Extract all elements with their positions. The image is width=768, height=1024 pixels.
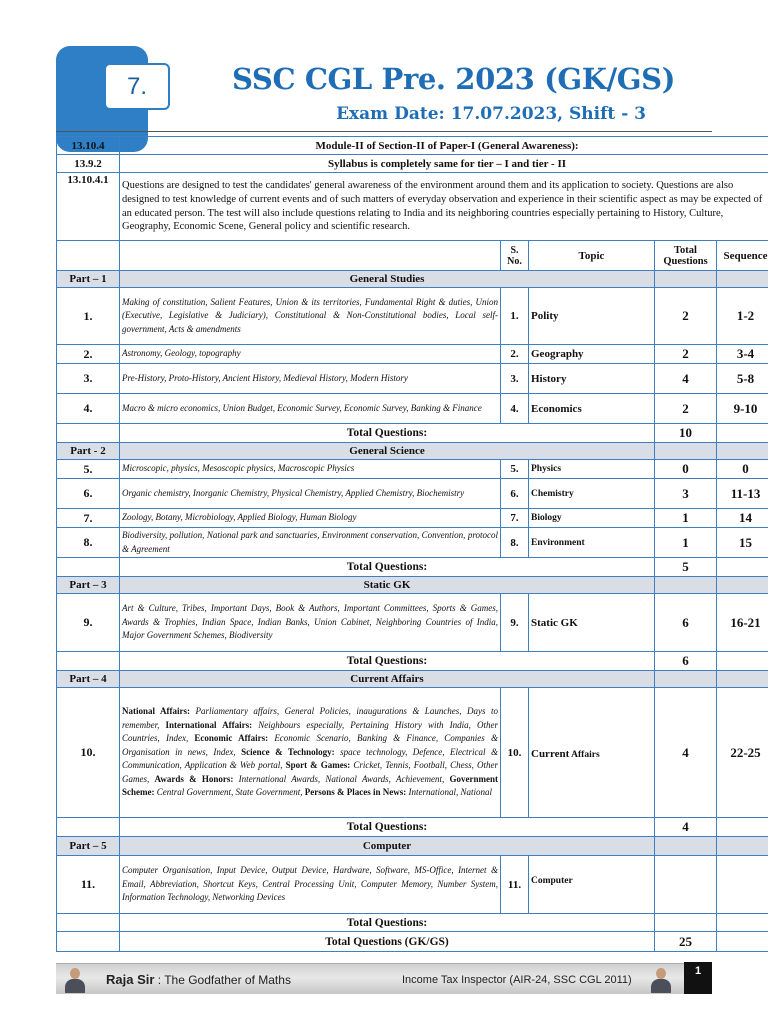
- footer-author: [106, 972, 291, 987]
- topic-name: Computer: [529, 856, 655, 914]
- syllabus-table: [56, 136, 768, 952]
- page-title: SSC CGL Pre. 2023 (GK/GS): [232, 62, 676, 96]
- blank-cell: [717, 443, 768, 460]
- author-name: Raja Sir: [106, 972, 155, 987]
- blank-cell: [655, 671, 717, 688]
- affairs-text: International, National: [406, 787, 492, 798]
- topic-description: Zoology, Botany, Microbiology, Applied Biology, Human Biology: [120, 509, 501, 528]
- table-row: [57, 394, 768, 424]
- part-total: 5: [655, 558, 717, 577]
- blank-cell: [57, 424, 120, 443]
- blank-cell: [120, 241, 501, 271]
- part-title: General Science: [120, 443, 655, 460]
- part-title: Computer: [120, 837, 655, 856]
- part-label: Part – 5: [57, 837, 120, 856]
- topic-sno: 3.: [501, 364, 529, 394]
- exam-date: Exam Date: 17.07.2023, Shift - 3: [336, 104, 646, 124]
- row-number: 2.: [57, 345, 120, 364]
- question-count: 4: [655, 364, 717, 394]
- part-total: 6: [655, 652, 717, 671]
- total-row: [57, 424, 768, 443]
- total-label: Total Questions:: [120, 818, 655, 837]
- chapter-number: 7.: [104, 63, 170, 110]
- part-label: Part – 1: [57, 271, 120, 288]
- blank-cell: [717, 837, 768, 856]
- part-total: 10: [655, 424, 717, 443]
- blank-cell: [717, 914, 768, 932]
- part-title: General Studies: [120, 271, 655, 288]
- grand-total-value: 25: [655, 932, 717, 952]
- syllabus-row: [57, 137, 768, 155]
- topic-name: Physics: [529, 460, 655, 479]
- affairs-text: Economic Scenario, Banking & Finance, Companies & Organisation in news, Index,: [122, 733, 498, 757]
- syllabus-code: 13.10.4: [57, 137, 120, 155]
- part-title: Current Affairs: [120, 671, 655, 688]
- affairs-text: International Awards, National Awards, Achievement,: [233, 773, 450, 784]
- table-row: [57, 364, 768, 394]
- blank-cell: [57, 241, 120, 271]
- footer-credential: Income Tax Inspector (AIR-24, SSC CGL 2011): [402, 974, 632, 986]
- table-row: [57, 856, 768, 914]
- author-tagline: : The Godfather of Maths: [154, 973, 291, 987]
- author-photo-icon: [648, 965, 674, 993]
- table-row: [57, 528, 768, 558]
- question-count: 2: [655, 288, 717, 345]
- part-total: [655, 914, 717, 932]
- topic-name: Environment: [529, 528, 655, 558]
- topic-sno: 10.: [501, 688, 529, 818]
- affairs-text: Neighbours especially, Pertaining History with India, Other Countries, Index,: [122, 719, 499, 744]
- topic-description: Computer Organisation, Input Device, Output Device, Hardware, Software, MS-Office, Internet & Email, Abbreviation, Shortcut Keys, Central Processing Unit, Computer Memory, Number System, Information Technology, Networking Devices: [120, 856, 501, 914]
- affairs-heading: Government Scheme:: [122, 773, 499, 798]
- question-sequence: 16-21: [717, 594, 768, 652]
- blank-cell: [57, 652, 120, 671]
- syllabus-code: 13.9.2: [57, 155, 120, 173]
- part-header-row: [57, 837, 768, 856]
- part-header-row: [57, 577, 768, 594]
- affairs-text: space technology, Defence, Electrical & Communication, Application & Web portal,: [122, 746, 498, 771]
- topic-description: Art & Culture, Tribes, Important Days, Book & Authors, Important Committees, Sports & Games, Awards & Trophies, Indian Space, Indian Banks, Union Cabinet, Neighboring Countries of India, Major Government Schemes, Biodiversity: [120, 594, 501, 652]
- table-row: [57, 288, 768, 345]
- total-label: Total Questions:: [120, 424, 655, 443]
- topic-sno: 7.: [501, 509, 529, 528]
- blank-cell: [655, 577, 717, 594]
- topic-sno: 6.: [501, 479, 529, 509]
- question-count: 1: [655, 528, 717, 558]
- topic-description: Making of constitution, Salient Features, Union & its territories, Fundamental Right & duties, Union (Executive, Legislative & Judiciary), Constitutional & Non-Constitutional bodies, Local self-government, Acts & amendments: [120, 288, 501, 345]
- row-number: 5.: [57, 460, 120, 479]
- question-count: [655, 856, 717, 914]
- blank-cell: [655, 443, 717, 460]
- row-number: 10.: [57, 688, 120, 818]
- blank-cell: [655, 271, 717, 288]
- part-label: Part - 2: [57, 443, 120, 460]
- blank-cell: [717, 271, 768, 288]
- total-row: [57, 914, 768, 932]
- question-sequence: 3-4: [717, 345, 768, 364]
- syllabus-heading: Syllabus is completely same for tier – I and tier - II: [120, 155, 768, 173]
- col-header-sno: S. No.: [501, 241, 529, 271]
- syllabus-row: [57, 173, 768, 241]
- table-row: [57, 345, 768, 364]
- topic-description: Organic chemistry, Inorganic Chemistry, Physical Chemistry, Applied Chemistry, Biochemistry: [120, 479, 501, 509]
- part-header-row: [57, 271, 768, 288]
- total-label: Total Questions:: [120, 652, 655, 671]
- question-count: 2: [655, 394, 717, 424]
- topic-sno: 9.: [501, 594, 529, 652]
- topic-name: Chemistry: [529, 479, 655, 509]
- blank-cell: [717, 424, 768, 443]
- total-row: [57, 818, 768, 837]
- total-label: Total Questions:: [120, 558, 655, 577]
- blank-cell: [57, 818, 120, 837]
- blank-cell: [57, 914, 120, 932]
- total-row: [57, 652, 768, 671]
- topic-name: History: [529, 364, 655, 394]
- topic-sno: 4.: [501, 394, 529, 424]
- topic-sno: 5.: [501, 460, 529, 479]
- part-header-row: [57, 671, 768, 688]
- question-sequence: 0: [717, 460, 768, 479]
- affairs-heading: National Affairs:: [122, 706, 190, 717]
- question-count: 2: [655, 345, 717, 364]
- affairs-heading: Awards & Honors:: [154, 773, 234, 784]
- affairs-text: Parliamentary affairs, General Policies, inaugurations & Launches, Days to remember,: [122, 706, 499, 730]
- row-number: 7.: [57, 509, 120, 528]
- part-header-row: [57, 443, 768, 460]
- affairs-heading: Science & Technology:: [241, 746, 335, 757]
- topic-sno: 8.: [501, 528, 529, 558]
- blank-cell: [717, 577, 768, 594]
- row-number: 1.: [57, 288, 120, 345]
- row-number: 11.: [57, 856, 120, 914]
- table-row: [57, 479, 768, 509]
- topic-name: Geography: [529, 345, 655, 364]
- topic-description: Astronomy, Geology, topography: [120, 345, 501, 364]
- blank-cell: [717, 652, 768, 671]
- question-count: 1: [655, 509, 717, 528]
- topic-description: [120, 688, 501, 818]
- table-row: [57, 460, 768, 479]
- question-count: 3: [655, 479, 717, 509]
- blank-cell: [717, 558, 768, 577]
- table-row: [57, 594, 768, 652]
- blank-cell: [717, 818, 768, 837]
- affairs-heading: Persons & Places in News:: [304, 787, 407, 798]
- topic-description: Macro & micro economics, Union Budget, Economic Survey, Economic Survey, Banking & Finance: [120, 394, 501, 424]
- topic-name: Polity: [529, 288, 655, 345]
- syllabus-heading: Module-II of Section-II of Paper-I (General Awareness):: [120, 137, 768, 155]
- part-label: Part – 3: [57, 577, 120, 594]
- affairs-heading: Economic Affairs:: [194, 733, 269, 744]
- blank-cell: [57, 932, 120, 952]
- part-label: Part – 4: [57, 671, 120, 688]
- topic-sno: 11.: [501, 856, 529, 914]
- row-number: 6.: [57, 479, 120, 509]
- blank-cell: [57, 558, 120, 577]
- row-number: 3.: [57, 364, 120, 394]
- question-sequence: 5-8: [717, 364, 768, 394]
- column-header-row: [57, 241, 768, 271]
- blank-cell: [717, 932, 768, 952]
- total-label: Total Questions:: [120, 914, 655, 932]
- syllabus-code: 13.10.4.1: [57, 173, 120, 241]
- affairs-text: Cricket, Tennis, Football, Chess, Other Games,: [122, 760, 499, 784]
- question-sequence: 14: [717, 509, 768, 528]
- col-header-total: Total Questions: [655, 241, 717, 271]
- affairs-heading: International Affairs:: [165, 719, 253, 730]
- question-sequence: [717, 856, 768, 914]
- topic-sno: 1.: [501, 288, 529, 345]
- header-rule: [56, 131, 712, 132]
- topic-name: Economics: [529, 394, 655, 424]
- question-sequence: 22-25: [717, 688, 768, 818]
- question-count: 4: [655, 688, 717, 818]
- blank-cell: [655, 837, 717, 856]
- page-number: 1: [684, 962, 712, 994]
- topic-description: Microscopic, physics, Mesoscopic physics, Macroscopic Physics: [120, 460, 501, 479]
- question-count: 0: [655, 460, 717, 479]
- topic-name-sub: Affairs: [569, 749, 600, 760]
- topic-sno: 2.: [501, 345, 529, 364]
- syllabus-row: [57, 155, 768, 173]
- syllabus-description: Questions are designed to test the candidates' general awareness of the environment around them and its application to society. Questions are also designed to test knowledge of current events and of such matters of everyday observation and experience in their scientific aspect as may be expected of an educated person. The test will also include questions relating to India and its neighboring countries especially pertaining to History, Culture, Geography, Economic Scene, General policy and scientific research.: [120, 173, 768, 241]
- table-row: [57, 688, 768, 818]
- total-row: [57, 558, 768, 577]
- question-count: 6: [655, 594, 717, 652]
- affairs-text: Central Government, State Government,: [154, 787, 305, 798]
- question-sequence: 11-13: [717, 479, 768, 509]
- row-number: 4.: [57, 394, 120, 424]
- affairs-heading: Sport & Games:: [285, 760, 351, 771]
- topic-description: Biodiversity, pollution, National park and sanctuaries, Environment conservation, Convention, protocol & Agreement: [120, 528, 501, 558]
- author-photo-icon: [62, 965, 88, 993]
- grand-total-row: [57, 932, 768, 952]
- question-sequence: 9-10: [717, 394, 768, 424]
- topic-name: [529, 688, 655, 818]
- topic-name: Static GK: [529, 594, 655, 652]
- col-header-sequence: Sequence: [717, 241, 768, 271]
- part-total: 4: [655, 818, 717, 837]
- topic-description: Pre-History, Proto-History, Ancient History, Medieval History, Modern History: [120, 364, 501, 394]
- question-sequence: 1-2: [717, 288, 768, 345]
- part-title: Static GK: [120, 577, 655, 594]
- blank-cell: [717, 671, 768, 688]
- table-row: [57, 509, 768, 528]
- topic-name: Biology: [529, 509, 655, 528]
- grand-total-label: Total Questions (GK/GS): [120, 932, 655, 952]
- row-number: 9.: [57, 594, 120, 652]
- col-header-topic: Topic: [529, 241, 655, 271]
- row-number: 8.: [57, 528, 120, 558]
- topic-name-main: Current: [531, 747, 570, 760]
- question-sequence: 15: [717, 528, 768, 558]
